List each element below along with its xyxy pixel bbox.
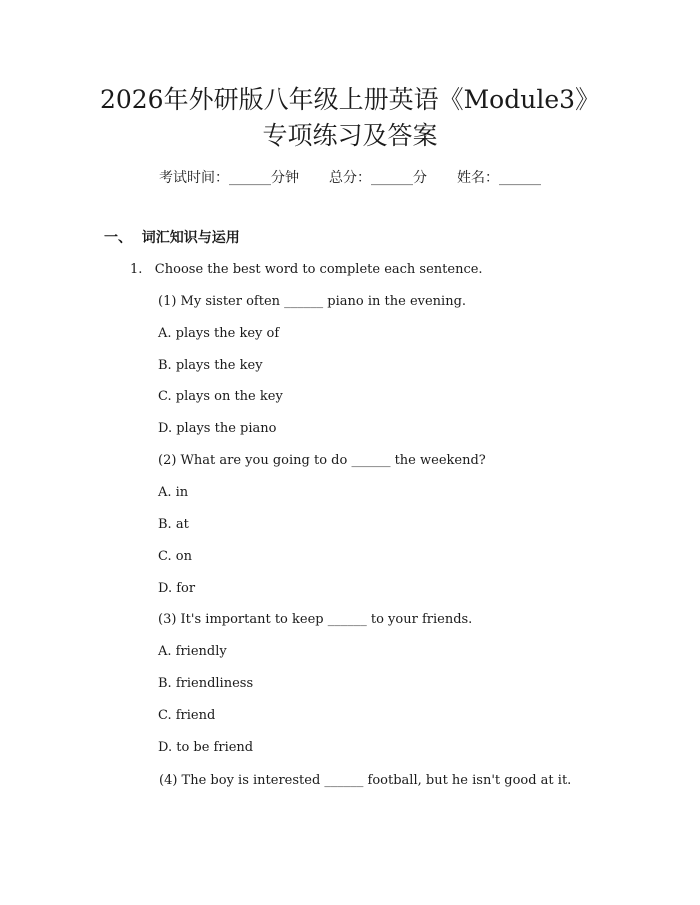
exam-total-score: 总分：______分 [329,170,427,186]
question-stem: (1) My sister often ______ piano in the evening. [158,294,467,309]
option-b: B. at [158,517,189,532]
option-d: D. to be friend [158,740,254,755]
option-a: A. friendly [158,644,227,659]
option-a: A. in [158,485,189,500]
question-stem: (4) The boy is interested ______ football, but he isn't good at it. [159,773,572,788]
option-c: C. on [158,549,192,564]
option-b: B. friendliness [158,676,254,691]
option-c: C. friend [158,708,216,723]
option-a: A. plays the key of [158,326,280,341]
document-title-line-2: 专项练习及答案 [262,121,438,150]
exam-name: 姓名：______ [457,170,541,186]
question-stem: (3) It's important to keep ______ to your friends. [158,612,473,627]
exam-time: 考试时间：______分钟 [159,170,299,186]
document-title-line-1: 2026年外研版八年级上册英语《Module3》 [99,85,601,114]
question-stem: (2) What are you going to do ______ the weekend? [158,453,486,468]
option-b: B. plays the key [158,358,263,373]
question-intro: 1. Choose the best word to complete each sentence. [130,262,483,277]
section-heading: 一、 词汇知识与运用 [104,230,240,246]
option-c: C. plays on the key [158,389,283,404]
exam-meta [0,168,700,188]
option-d: D. plays the piano [158,421,277,436]
option-d: D. for [158,581,196,596]
